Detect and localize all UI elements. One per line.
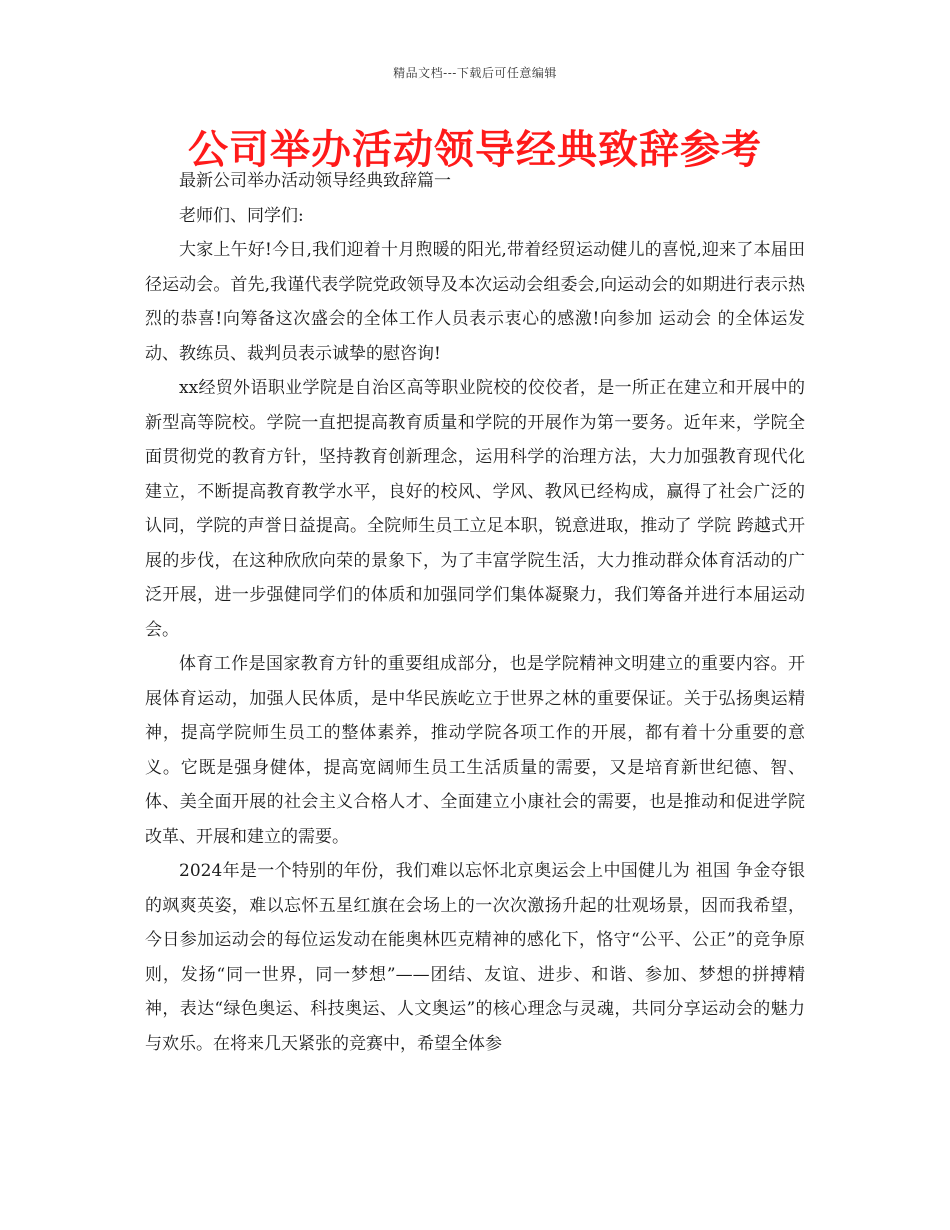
body-paragraph: 体育工作是国家教育方针的重要组成部分，也是学院精神文明建立的重要内容。开展体育运动，加强人民体质，是中华民族屹立于世界之林的重要保证。关于弘扬奥运精神，提高学院师生员工的整体素养，推动学院各项工作的开展，都有着十分重要的意义。它既是强身健体，提高宽阔师生员工生活质量的需要，又是培育新世纪德、智、体、美全面开展的社会主义合格人才、全面建立小康社会的需要，也是推动和促进学院改革、开展和建立的需要。 [145,654,805,847]
document-subtitle: 最新公司举办活动领导经典致辞篇一 [179,171,451,191]
body-paragraph: 2024年是一个特别的年份，我们难以忘怀北京奥运会上中国健儿为 祖国 争金夺银的飒爽英姿，难以忘怀五星红旗在会场上的一次次激扬升起的壮观场景，因而我希望，今日参加运动会的每位运发动在能奥林匹克精神的感化下，恪守“公平、公正”的竞争原则，发扬“同一世界，同一梦想”——团结、友谊、进步、和谐、参加、梦想的拼搏精神，表达“绿色奥运、科技奥运、人文奥运”的核心理念与灵魂，共同分享运动会的魅力与欢乐。在将来几天紧张的竞赛中，希望全体参 [145,861,805,1054]
document-body [145,164,805,1061]
body-paragraph: xx经贸外语职业学院是自治区高等职业院校的佼佼者，是一所正在建立和开展中的新型高等院校。学院一直把提高教育质量和学院的开展作为第一要务。近年来，学院全面贯彻党的教育方针，坚持教育创新理念，运用科学的治理方法，大力加强教育现代化建立，不断提高教育教学水平，良好的校风、学风、教风已经构成，赢得了社会广泛的认同，学院的声誉日益提高。全院师生员工立足本职，锐意进取，推动了 学院 跨越式开展的步伐，在这种欣欣向荣的景象下，为了丰富学院生活，大力推动群众体育活动的广泛开展，进一步强健同学们的体质和加强同学们集体凝聚力，我们筹备并进行本届运动会。 [145,378,805,640]
body-paragraph: 大家上午好!今日,我们迎着十月煦暖的阳光,带着经贸运动健儿的喜悦,迎来了本届田径运动会。首先,我谨代表学院党政领导及本次运动会组委会,向运动会的如期进行表示热烈的恭喜!向筹备这次盛会的全体工作人员表示衷心的感激!向参加 运动会 的全体运发动、教练员、裁判员表示诚挚的慰咨询! [145,240,805,364]
document-title: 公司举办活动领导经典致辞参考 [188,127,762,173]
greeting-line: 老师们、同学们: [179,205,304,226]
page-header: 精品文档---下载后可任意编辑 [393,66,557,80]
